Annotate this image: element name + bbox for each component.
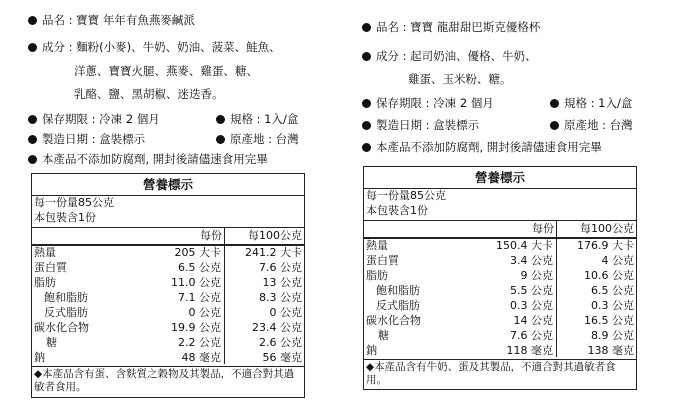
nutrient-label: 飽和脂肪 bbox=[376, 284, 420, 297]
value-per-serving: 0.3 公克 bbox=[510, 299, 553, 312]
value-per-serving: 5.5 公克 bbox=[510, 284, 553, 297]
value-per-serving: 3.4 公克 bbox=[510, 254, 553, 267]
bullet-icon bbox=[362, 52, 371, 61]
spec-info: 規格 : 1入/盒 bbox=[550, 96, 632, 111]
spec-info: 規格 : 1入/盒 bbox=[216, 112, 298, 127]
value-per-100g: 16.5 公克 bbox=[584, 314, 634, 327]
value-per-100g: 23.4 公克 bbox=[252, 321, 302, 334]
product-name: 品名 : 寶寶 龍甜甜巴斯克優格杯 bbox=[362, 20, 540, 35]
nutrient-label: 鈉 bbox=[366, 344, 377, 357]
bullet-icon bbox=[28, 155, 37, 164]
nutrition-title: 營養標示 bbox=[474, 170, 525, 185]
value-per-100g: 138 毫克 bbox=[587, 344, 634, 357]
nutrient-label: 飽和脂肪 bbox=[44, 291, 88, 304]
value-per-serving: 150.4 大卡 bbox=[496, 239, 553, 252]
value-per-serving: 118 毫克 bbox=[506, 344, 553, 357]
ingredients-line-1: 成分 : 麵粉(小麥)、牛奶、奶油、菠菜、鮭魚、 bbox=[28, 40, 281, 55]
bullet-icon bbox=[362, 143, 371, 152]
nutrient-label: 碳水化合物 bbox=[366, 314, 421, 327]
col-header-per-serving: 每份 bbox=[532, 222, 554, 235]
value-per-100g: 8.9 公克 bbox=[591, 329, 634, 342]
value-per-100g: 0.3 公克 bbox=[591, 299, 634, 312]
col-header-per-100g: 每100公克 bbox=[248, 229, 302, 242]
col-header-per-serving: 每份 bbox=[200, 229, 222, 242]
serving-size: 每一份量85公克 bbox=[34, 196, 114, 209]
nutrient-label: 脂肪 bbox=[366, 269, 388, 282]
bullet-icon bbox=[362, 99, 371, 108]
nutrient-label: 蛋白質 bbox=[366, 254, 399, 267]
nutrition-facts-panel bbox=[31, 173, 305, 398]
value-per-100g: 7.6 公克 bbox=[259, 261, 302, 274]
ingredients-line-2: 雞蛋、玉米粉、糖。 bbox=[408, 72, 512, 86]
origin-info: 原產地 : 台灣 bbox=[550, 118, 633, 133]
ingredients-line-3: 乳酪、鹽、黑胡椒、迷迭香。 bbox=[74, 87, 224, 101]
preservative-note: 本產品不添加防腐劑, 開封後請儘速食用完畢 bbox=[28, 152, 268, 167]
value-per-serving: 14 公克 bbox=[513, 314, 553, 327]
bullet-icon bbox=[216, 135, 225, 144]
value-per-100g: 176.9 大卡 bbox=[577, 239, 634, 252]
bullet-icon bbox=[28, 135, 37, 144]
servings-per-package: 本包裝含1份 bbox=[34, 211, 96, 224]
nutrition-title: 營養標示 bbox=[142, 177, 193, 192]
nutrient-label: 熱量 bbox=[366, 239, 388, 252]
value-per-100g: 10.6 公克 bbox=[584, 269, 634, 282]
bullet-icon bbox=[28, 16, 37, 25]
bullet-icon bbox=[362, 23, 371, 32]
value-per-serving: 7.6 公克 bbox=[510, 329, 553, 342]
value-per-serving: 0 公克 bbox=[188, 306, 221, 319]
nutrient-label: 脂肪 bbox=[34, 276, 56, 289]
product-name: 品名 : 寶寶 年年有魚燕麥鹹派 bbox=[28, 13, 195, 28]
value-per-serving: 19.9 公克 bbox=[171, 321, 221, 334]
value-per-100g: 241.2 大卡 bbox=[245, 246, 302, 259]
bullet-icon bbox=[216, 115, 225, 124]
allergen-footnote: ◆本產品含有牛奶、蛋及其製品，不適合對其過敏者食用。 bbox=[366, 361, 616, 386]
value-per-serving: 7.1 公克 bbox=[178, 291, 221, 304]
origin-info: 原產地 : 台灣 bbox=[216, 132, 299, 147]
value-per-serving: 2.2 公克 bbox=[178, 336, 221, 349]
value-per-100g: 13 公克 bbox=[262, 276, 302, 289]
value-per-serving: 6.5 公克 bbox=[178, 261, 221, 274]
allergen-footnote: ◆本產品含有蛋、含麩質之穀物及其製品，不適合對其過敏者食用。 bbox=[34, 368, 295, 393]
value-per-100g: 2.6 公克 bbox=[259, 336, 302, 349]
nutrient-label: 糖 bbox=[378, 329, 389, 342]
bullet-icon bbox=[550, 121, 559, 130]
value-per-serving: 205 大卡 bbox=[174, 246, 221, 259]
ingredients-line-2: 洋蔥、寶寶火腿、燕麥、雞蛋、糖、 bbox=[74, 64, 258, 78]
mfg-info: 製造日期 : 盒裝標示 bbox=[362, 118, 479, 133]
value-per-serving: 48 毫克 bbox=[181, 351, 221, 364]
serving-size: 每一份量85公克 bbox=[366, 189, 446, 202]
value-per-100g: 0 公克 bbox=[269, 306, 302, 319]
col-header-per-100g: 每100公克 bbox=[580, 222, 634, 235]
nutrient-label: 反式脂肪 bbox=[376, 299, 420, 312]
bullet-icon bbox=[550, 99, 559, 108]
value-per-serving: 9 公克 bbox=[520, 269, 553, 282]
bullet-icon bbox=[28, 43, 37, 52]
servings-per-package: 本包裝含1份 bbox=[366, 204, 428, 217]
nutrient-label: 鈉 bbox=[34, 351, 45, 364]
bullet-icon bbox=[28, 115, 37, 124]
bullet-icon bbox=[362, 121, 371, 130]
preservative-note: 本產品不添加防腐劑, 開封後請儘速食用完畢 bbox=[362, 140, 602, 155]
nutrient-label: 反式脂肪 bbox=[44, 306, 88, 319]
ingredients-line-1: 成分 : 起司奶油、優格、牛奶、 bbox=[362, 49, 537, 64]
mfg-info: 製造日期 : 盒裝標示 bbox=[28, 132, 145, 147]
value-per-100g: 4 公克 bbox=[601, 254, 634, 267]
value-per-100g: 56 毫克 bbox=[262, 351, 302, 364]
nutrient-label: 糖 bbox=[46, 336, 57, 349]
nutrient-label: 蛋白質 bbox=[34, 261, 67, 274]
nutrient-label: 熱量 bbox=[34, 246, 56, 259]
storage-info: 保存期限 : 冷凍 2 個月 bbox=[362, 96, 494, 111]
value-per-100g: 6.5 公克 bbox=[591, 284, 634, 297]
value-per-100g: 8.3 公克 bbox=[259, 291, 302, 304]
nutrition-facts-panel bbox=[363, 166, 637, 390]
storage-info: 保存期限 : 冷凍 2 個月 bbox=[28, 112, 160, 127]
nutrient-label: 碳水化合物 bbox=[34, 321, 89, 334]
value-per-serving: 11.0 公克 bbox=[171, 276, 221, 289]
